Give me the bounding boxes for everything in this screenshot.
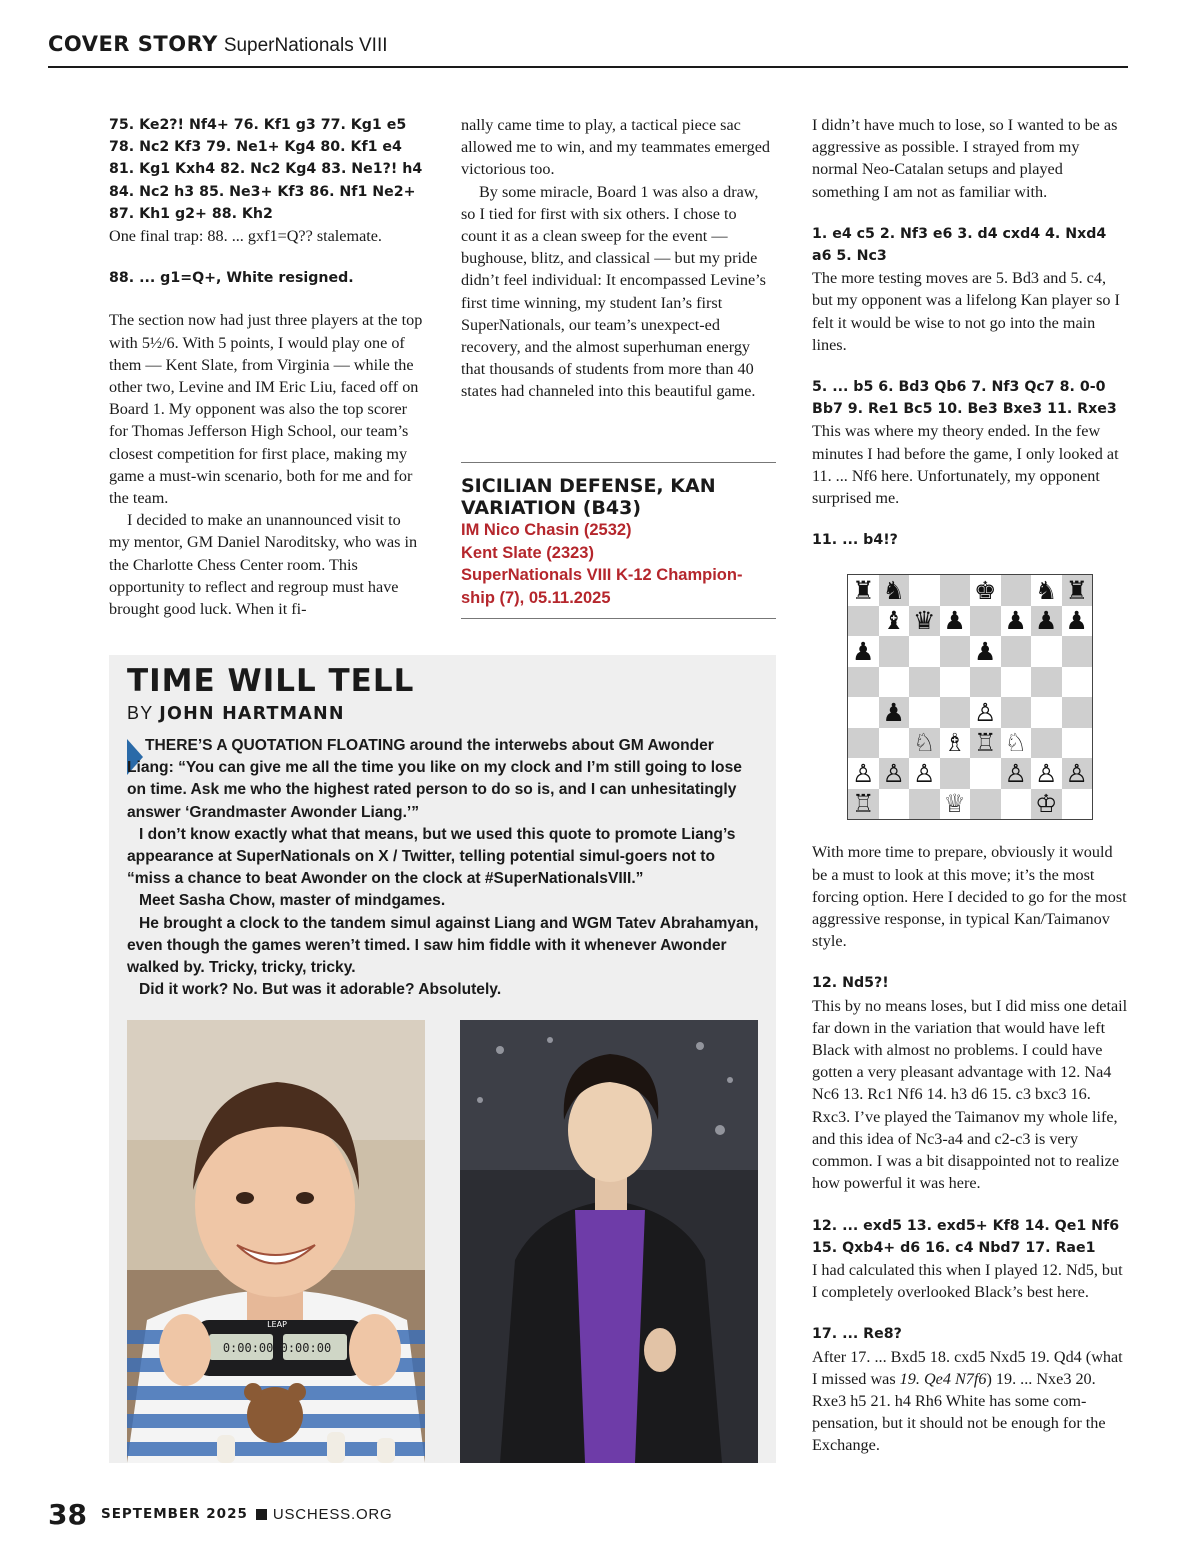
clock-display: 0:00:00 0:00:00 xyxy=(222,1341,332,1355)
chess-piece-icon: ♘ xyxy=(1001,728,1032,759)
chess-piece-icon: ♖ xyxy=(970,728,1001,759)
chess-piece-icon: ♕ xyxy=(940,789,971,820)
game-moves: 12. Nd5?! xyxy=(812,975,889,992)
page-header xyxy=(48,32,1128,68)
event-info: SuperNationals VIII K-12 Champion-ship (7), 05.11.2025 xyxy=(461,566,743,607)
byline xyxy=(127,703,345,724)
board-square xyxy=(1001,789,1032,820)
chess-piece-icon: ♟ xyxy=(1062,606,1093,637)
chess-piece-icon: ♟ xyxy=(1001,606,1032,637)
annotation: This by no means loses, but I did miss one detail far down in the variation that would have left Black with almost no problems. I could have gotten a very pleasant advantage with 12. Na4 Nc6 13. Rc1 Nf6 14. h3 d6 15. c3 bxc3 16. Rxc3. I’ve played the Taimanov my whole life, and this idea of Nc3-a4 and c2-c3 is very common. I was a bit disappointed not to realize how powerful it was here. xyxy=(812,996,1128,1193)
game-moves: 11. ... b4!? xyxy=(812,532,898,549)
board-square xyxy=(879,636,910,667)
body-paragraph: I didn’t have much to lose, so I wanted to be as aggressive as possible. I strayed from my normal Neo-Catalan setups and played something I am not as familiar with. xyxy=(812,116,1118,201)
annotation-part: ) 19. ... Nxe3 20. Rxe3 h5 21. h4 Rh6 White has some com-pensation, but it should not be enough for the Exchange. xyxy=(812,1369,1106,1455)
column-1 xyxy=(109,114,425,620)
board-square xyxy=(1062,789,1093,820)
chess-piece-icon: ♟ xyxy=(848,636,879,667)
board-square xyxy=(879,728,910,759)
body-paragraph: I decided to make an unannounced visit to my mentor, GM Daniel Naroditsky, who was in the Charlotte Chess Center room. This opportunity to reflect and regroup must have brought good luck. When it fi- xyxy=(109,511,418,619)
board-square xyxy=(1001,636,1032,667)
chess-piece-icon: ♙ xyxy=(1062,758,1093,789)
white-player: IM Nico Chasin (2532) xyxy=(461,521,632,539)
game-moves: 12. ... exd5 13. exd5+ Kf8 14. Qe1 Nf6 15. Qxb4+ d6 16. c4 Nbd7 17. Rae1 xyxy=(812,1217,1120,1256)
board-square xyxy=(940,758,971,789)
annotation xyxy=(812,1346,1128,1457)
board-square xyxy=(909,667,940,698)
chess-diagram xyxy=(847,574,1093,820)
annotation: The more testing moves are 5. Bd3 and 5. c4, but my opponent was a lifelong Kan player so I felt it would be wise to not go into the main lines. xyxy=(812,269,1120,354)
chess-piece-icon: ♙ xyxy=(879,758,910,789)
board-square xyxy=(1001,697,1032,728)
opening-title: SICILIAN DEFENSE, KAN VARIATION (B43) xyxy=(461,475,716,519)
chess-piece-icon: ♟ xyxy=(970,636,1001,667)
board-square xyxy=(970,667,1001,698)
board-square xyxy=(848,697,879,728)
sidebar-body xyxy=(127,735,761,1001)
board-square xyxy=(940,636,971,667)
chess-piece-icon: ♙ xyxy=(970,697,1001,728)
board-square xyxy=(940,697,971,728)
game-moves: 17. ... Re8? xyxy=(812,1326,902,1343)
board-square xyxy=(848,728,879,759)
column-2 xyxy=(461,114,776,403)
author-name: JOHN HARTMANN xyxy=(159,704,345,724)
chess-piece-icon: ♙ xyxy=(909,758,940,789)
board-square xyxy=(879,789,910,820)
annotation-italic: 19. Qe4 N7f6 xyxy=(899,1369,987,1388)
board-square xyxy=(1062,728,1093,759)
byline-label: BY xyxy=(127,703,154,723)
board-square xyxy=(940,575,971,606)
annotation-part: After 17. ... Bxd5 18. cxd5 Nxd5 19. Qd4 (what I missed was xyxy=(812,1347,1123,1388)
chess-piece-icon: ♞ xyxy=(1031,575,1062,606)
sidebar-title: TIME WILL TELL xyxy=(127,663,415,699)
game-header xyxy=(461,462,776,619)
sidebar-paragraph: I don’t know exactly what that means, but we used this quote to promote Liang’s appearance at SuperNationals on X / Twitter, telling potential simul-goers not to “miss a chance to beat Awonder on the clock at #SuperNationalsVIII.” xyxy=(127,825,736,888)
body-paragraph: The section now had just three players at the top with 5½/6. With 5 points, I would play one of them — Kent Slate, from Virginia — while the other two, Levine and IM Eric Liu, faced off on Board 1. My opponent was also the top scorer for Thomas Jefferson High School, our team’s closest competition for first place, making my game a must-win scenario, both for me and for the team. xyxy=(109,311,423,508)
photo-boy-with-clock xyxy=(127,1020,425,1463)
body-paragraph: nally came time to play, a tactical piece sac allowed me to win, and my teammates emerged victorious too. xyxy=(461,116,770,179)
issue-date: SEPTEMBER 2025 xyxy=(100,1506,248,1522)
annotation: With more time to prepare, obviously it would be a must to look at this move; it’s the most forcing option. Here I decided to go for the most aggressive response, in typical Kan/Taimanov style. xyxy=(812,843,1127,951)
chess-piece-icon: ♜ xyxy=(848,575,879,606)
board-square xyxy=(1062,636,1093,667)
board-square xyxy=(848,667,879,698)
board-square xyxy=(1062,697,1093,728)
annotation: This was where my theory ended. In the few minutes I had before the game, I only looked at 11. ... Nf6 here. Unfortunately, my opponent surprised me. xyxy=(812,422,1119,508)
sidebar-paragraph: He brought a clock to the tandem simul against Liang and WGM Tatev Abrahamyan, even though the games weren’t timed. I saw him fiddle with it whenever Awonder walked by. Tricky, tricky, tricky. xyxy=(127,914,759,977)
board-square xyxy=(1001,575,1032,606)
board-square xyxy=(970,758,1001,789)
board-square xyxy=(940,667,971,698)
website: USCHESS.ORG xyxy=(272,1505,393,1523)
section-kicker: COVER STORY xyxy=(48,32,218,56)
board-square xyxy=(970,606,1001,637)
chess-piece-icon: ♛ xyxy=(909,606,940,637)
chess-piece-icon: ♝ xyxy=(879,606,910,637)
annotation: I had calculated this when I played 12. Nd5, but I completely overlooked Black’s best here. xyxy=(812,1260,1123,1302)
board-square xyxy=(909,636,940,667)
square-separator-icon xyxy=(256,1509,267,1520)
chess-piece-icon: ♚ xyxy=(970,575,1001,606)
page-footer xyxy=(48,1494,393,1534)
board-square xyxy=(879,667,910,698)
board-square xyxy=(1031,728,1062,759)
game-moves: 1. e4 c5 2. Nf3 e6 3. d4 cxd4 4. Nxd4 a6 5. Nc3 xyxy=(812,225,1107,265)
sidebar-paragraph: THERE’S A QUOTATION FLOATING around the interwebs about GM Awonder Liang: “You can give me all the time you like on my clock and I’m still going to lose on time. Ask me who the highest rated person to do so is, and I can unhesitatingly answer ‘Grandmaster Awonder Liang.’” xyxy=(127,737,742,821)
sidebar-paragraph: Meet Sasha Chow, master of mindgames. xyxy=(139,892,446,910)
chess-piece-icon: ♜ xyxy=(1062,575,1093,606)
photo-man-illustration xyxy=(460,1020,758,1463)
chess-piece-icon: ♙ xyxy=(848,758,879,789)
game-moves: 88. ... g1=Q+, White resigned. xyxy=(109,270,354,287)
chess-piece-icon: ♟ xyxy=(940,606,971,637)
game-moves: 75. Ke2?! Nf4+ 76. Kf1 g3 77. Kg1 e5 78. Nc2 Kf3 79. Ne1+ Kg4 80. Kf1 e4 81. Kg1 Kxh4 82. Nc2 Kg4 83. Ne1?! h4 84. Nc2 h3 85. Ne3+ Kf3 86. Nf1 Ne2+ 87. Kh1 g2+ 88. Kh2 xyxy=(109,117,423,222)
body-paragraph: By some miracle, Board 1 was also a draw, so I tied for first with six others. I chose to count it as a clean sweep for the event — bughouse, blitz, and classical — but my pride didn’t feel individual: It encompassed Levine’s first time winning, my student Ian’s first SuperNationals, our team’s unexpect-ed recovery, and the almost superhuman energy that thousands of students from more than 40 states had channeled into this beautiful game. xyxy=(461,182,766,401)
game-moves: 5. ... b5 6. Bd3 Qb6 7. Nf3 Qc7 8. 0-0 Bb7 9. Re1 Bc5 10. Be3 Bxe3 11. Rxe3 xyxy=(812,379,1117,418)
page-number: 38 xyxy=(48,1497,87,1531)
clock-brand: LEAP xyxy=(267,1320,287,1329)
chess-piece-icon: ♟ xyxy=(1031,606,1062,637)
chess-piece-icon: ♞ xyxy=(879,575,910,606)
board-square xyxy=(970,789,1001,820)
board-square xyxy=(1031,636,1062,667)
chess-piece-icon: ♟ xyxy=(879,697,910,728)
chess-piece-icon: ♙ xyxy=(1031,758,1062,789)
chess-piece-icon: ♘ xyxy=(909,728,940,759)
board-square xyxy=(909,789,940,820)
board-square xyxy=(1031,697,1062,728)
chess-piece-icon: ♙ xyxy=(1001,758,1032,789)
black-player: Kent Slate (2323) xyxy=(461,543,594,562)
section-subtitle: SuperNationals VIII xyxy=(223,35,388,56)
photo-awonder-liang xyxy=(460,1020,758,1463)
board-square xyxy=(1031,667,1062,698)
sidebar-paragraph: Did it work? No. But was it adorable? Absolutely. xyxy=(139,981,502,999)
chess-piece-icon: ♔ xyxy=(1031,789,1062,820)
board-square xyxy=(1001,667,1032,698)
chess-piece-icon: ♖ xyxy=(848,789,879,820)
chess-piece-icon: ♗ xyxy=(940,728,971,759)
board-square xyxy=(909,697,940,728)
board-square xyxy=(909,575,940,606)
board-square xyxy=(848,606,879,637)
board-square xyxy=(1062,667,1093,698)
photo-boy-illustration xyxy=(127,1020,425,1463)
annotation: One final trap: 88. ... gxf1=Q?? stalemate. xyxy=(109,227,382,246)
